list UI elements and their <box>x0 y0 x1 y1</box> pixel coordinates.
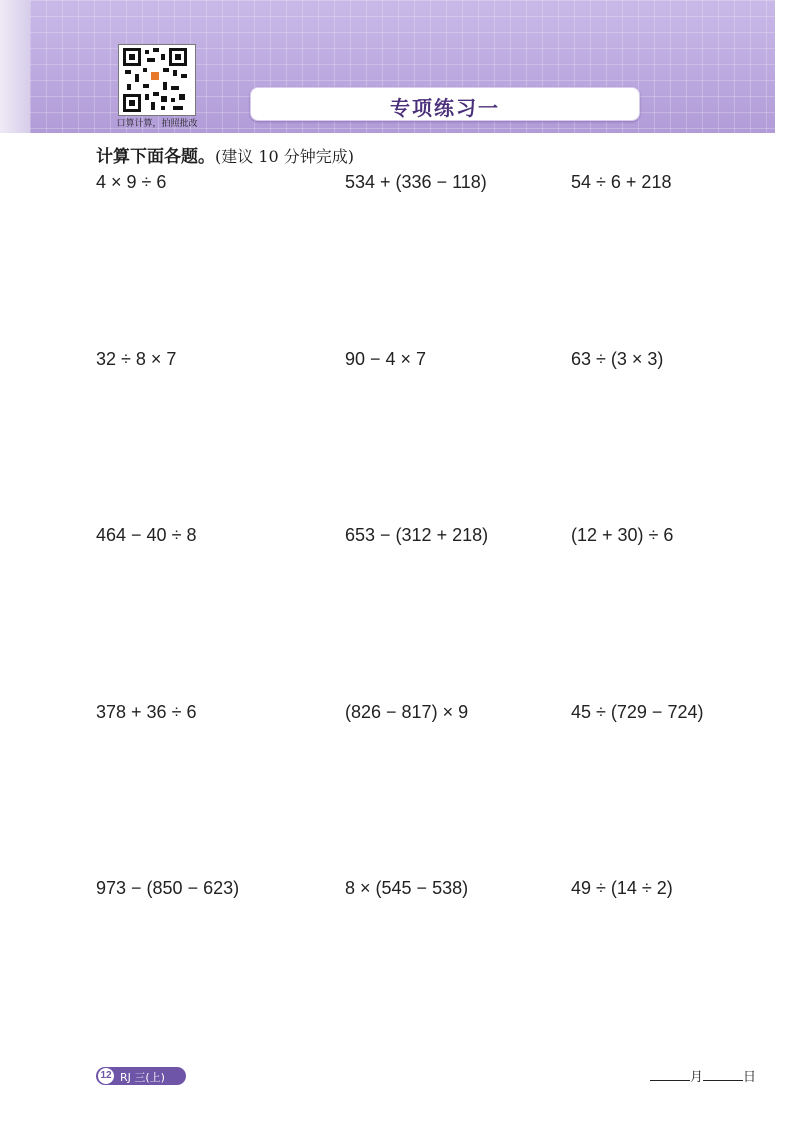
page-badge <box>96 1067 186 1085</box>
day-blank[interactable] <box>703 1068 743 1081</box>
header-edge-shade <box>0 0 30 133</box>
problem-1: 4 × 9 ÷ 6 <box>96 172 167 192</box>
problem-2: 534 + (336 − 118) <box>345 172 487 192</box>
instruction-note: (建议 10 分钟完成) <box>215 147 355 166</box>
qr-code-graphic <box>123 48 187 112</box>
title-bar <box>250 87 640 121</box>
instruction-main: 计算下面各题。 <box>96 147 215 167</box>
problem-3: 54 ÷ 6 + 218 <box>571 172 672 192</box>
page-number: 12 <box>98 1068 114 1084</box>
problem-12: 45 ÷ (729 − 724) <box>571 702 704 722</box>
month-label: 月 <box>690 1070 704 1085</box>
instruction <box>96 142 354 167</box>
problem-8: 653 − (312 + 218) <box>345 525 489 545</box>
date-fill-area <box>650 1066 756 1085</box>
problem-15: 49 ÷ (14 ÷ 2) <box>571 878 673 898</box>
qr-code-icon[interactable] <box>118 44 196 116</box>
qr-caption: 口算计算，拍照批改 <box>116 119 198 129</box>
problem-11: (826 − 817) × 9 <box>345 702 469 722</box>
problem-14: 8 × (545 − 538) <box>345 878 469 898</box>
page-title: 专项练习一 <box>390 96 500 120</box>
month-blank[interactable] <box>650 1068 690 1081</box>
edition-label: RJ 三(上) <box>120 1071 165 1084</box>
problem-13: 973 − (850 − 623) <box>96 878 240 898</box>
problem-10: 378 + 36 ÷ 6 <box>96 702 197 722</box>
day-label: 日 <box>743 1070 757 1085</box>
problem-9: (12 + 30) ÷ 6 <box>571 525 674 545</box>
problem-5: 90 − 4 × 7 <box>345 349 427 369</box>
problem-6: 63 ÷ (3 × 3) <box>571 349 664 369</box>
problem-7: 464 − 40 ÷ 8 <box>96 525 197 545</box>
problem-4: 32 ÷ 8 × 7 <box>96 349 177 369</box>
